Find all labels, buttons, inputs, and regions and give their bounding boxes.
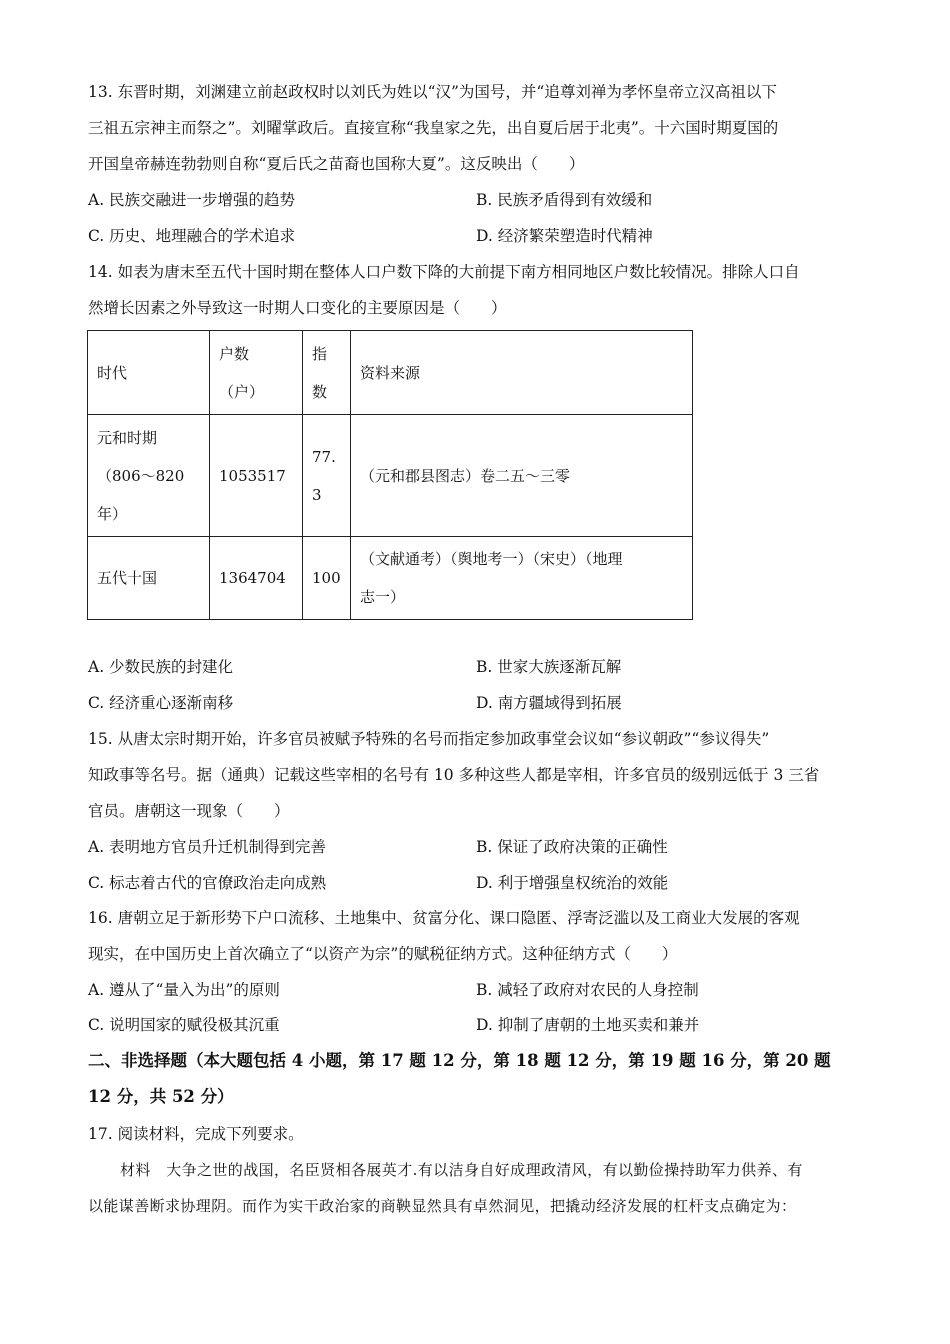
cell-index: 77. 3 bbox=[303, 415, 351, 537]
q15-option-d: D. 利于增强皇权统治的效能 bbox=[476, 874, 669, 892]
q16-option-a: A. 遵从了“量入为出”的原则 bbox=[88, 981, 280, 999]
q15-line-3: 官员。唐朝这一现象（ ） bbox=[88, 802, 290, 820]
q13-line-3: 开国皇帝赫连勃勃则自称“夏后氏之苗裔也国称大夏”。这反映出（ ） bbox=[88, 155, 585, 173]
q16-line-1: 16. 唐朝立足于新形势下户口流移、土地集中、贫富分化、课口隐匿、浮寄泛滥以及工商业大发展的客观 bbox=[88, 909, 800, 927]
q13-option-b: B. 民族矛盾得到有效缓和 bbox=[476, 191, 653, 209]
section-heading-line-2: 12 分，共 52 分） bbox=[88, 1087, 234, 1106]
q15-line-2: 知政事等名号。据（通典）记载这些宰相的名号有 10 多种这些人都是宰相，许多官员的级别远低于 3 三省 bbox=[88, 766, 820, 784]
q17-intro: 17. 阅读材料，完成下列要求。 bbox=[88, 1125, 304, 1143]
q16-line-2: 现实，在中国历史上首次确立了“以资产为宗”的赋税征纳方式。这种征纳方式（ ） bbox=[88, 945, 678, 963]
q17-material-line-1: 材料 大争之世的战国，名臣贤相各展英才.有以洁身自好成理政清风，有以勤俭操持助军力供养、有 bbox=[120, 1161, 803, 1179]
q14-line-2: 然增长因素之外导致这一时期人口变化的主要原因是（ ） bbox=[88, 299, 507, 317]
table-row bbox=[88, 415, 693, 537]
q15-option-b: B. 保证了政府决策的正确性 bbox=[476, 838, 668, 856]
header-households: 户数 （户） bbox=[210, 331, 303, 415]
q13-option-c: C. 历史、地理融合的学术追求 bbox=[88, 227, 296, 245]
q16-option-c: C. 说明国家的赋役极其沉重 bbox=[88, 1016, 280, 1034]
q13-line-2: 三祖五宗神主而祭之”。刘曜掌政后。直接宣称“我皇家之先，出自夏后居于北夷”。十六国时期夏国的 bbox=[88, 119, 779, 137]
cell-index: 100 bbox=[303, 537, 351, 620]
header-index: 指 数 bbox=[303, 331, 351, 415]
q13-option-d: D. 经济繁荣塑造时代精神 bbox=[476, 227, 653, 245]
q14-option-c: C. 经济重心逐渐南移 bbox=[88, 694, 234, 712]
population-table bbox=[87, 330, 693, 620]
header-source: 资料来源 bbox=[351, 331, 693, 415]
q17-material-line-2: 以能谋善断求协理阴。而作为实干政治家的商鞅显然具有卓然洞见，把撬动经济发展的杠杆支点确定为： bbox=[88, 1197, 797, 1215]
section-heading-line-1: 二、非选择题（本大题包括 4 小题，第 17 题 12 分，第 18 题 12 分，第 19 题 16 分，第 20 题 bbox=[88, 1051, 831, 1070]
cell-households: 1053517 bbox=[210, 415, 303, 537]
header-era: 时代 bbox=[88, 331, 210, 415]
q14-option-b: B. 世家大族逐渐瓦解 bbox=[476, 658, 622, 676]
q14-line-1: 14. 如表为唐末至五代十国时期在整体人口户数下降的大前提下南方相同地区户数比较情况。排除人口自 bbox=[88, 263, 800, 281]
table-header-row bbox=[88, 331, 693, 415]
q14-option-a: A. 少数民族的封建化 bbox=[88, 658, 234, 676]
cell-source: （元和郡县图志）卷二五～三零 bbox=[351, 415, 693, 537]
cell-source: （文献通考）（舆地考一）（宋史）（地理 志一） bbox=[351, 537, 693, 620]
table-row bbox=[88, 537, 693, 620]
q15-line-1: 15. 从唐太宗时期开始，许多官员被赋予特殊的名号而指定参加政事堂会议如“参议朝政”“参议得失” bbox=[88, 730, 770, 748]
q16-option-d: D. 抑制了唐朝的土地买卖和兼并 bbox=[476, 1016, 700, 1034]
q13-option-a: A. 民族交融进一步增强的趋势 bbox=[88, 191, 296, 209]
q16-option-b: B. 减轻了政府对农民的人身控制 bbox=[476, 981, 699, 999]
cell-era: 五代十国 bbox=[88, 537, 210, 620]
q14-option-d: D. 南方疆域得到拓展 bbox=[476, 694, 622, 712]
q13-line-1: 13. 东晋时期，刘渊建立前赵政权时以刘氏为姓以“汉”为国号，并“追尊刘禅为孝怀皇帝立汉高祖以下 bbox=[88, 83, 777, 101]
q15-option-a: A. 表明地方官员升迁机制得到完善 bbox=[88, 838, 327, 856]
cell-households: 1364704 bbox=[210, 537, 303, 620]
q15-option-c: C. 标志着古代的官僚政治走向成熟 bbox=[88, 874, 327, 892]
cell-era: 元和时期 （806～820 年） bbox=[88, 415, 210, 537]
